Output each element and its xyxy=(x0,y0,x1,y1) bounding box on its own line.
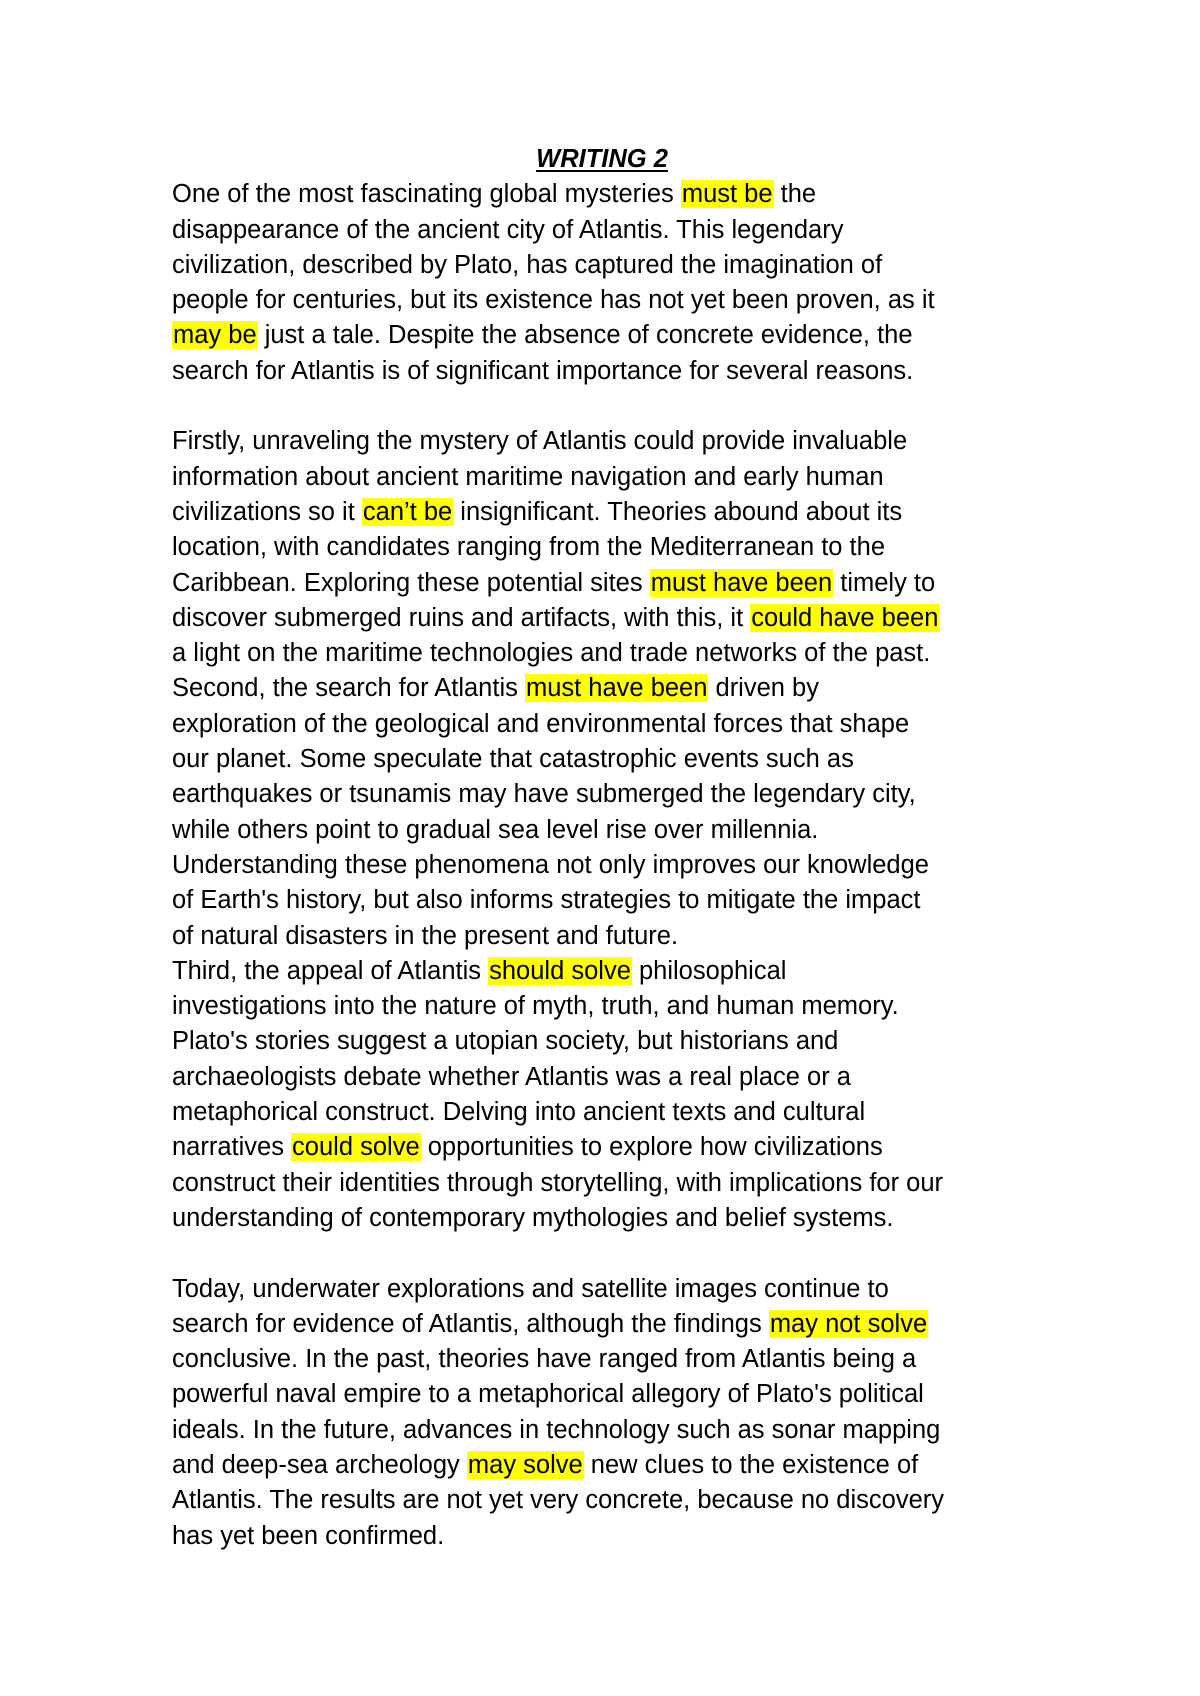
text-line xyxy=(172,495,1052,530)
text-segment: has yet been confirmed. xyxy=(172,1521,445,1550)
highlighted-phrase: can’t be xyxy=(362,497,453,526)
text-segment: discover submerged ruins and artifacts, with this, it xyxy=(172,603,751,632)
highlighted-phrase: should solve xyxy=(489,956,631,985)
text-segment: of Earth's history, but also informs strategies to mitigate the impact xyxy=(172,886,921,915)
text-segment: conclusive. In the past, theories have ranged from Atlantis being a xyxy=(172,1345,917,1374)
document-body xyxy=(172,177,1052,1554)
text-line xyxy=(172,213,1052,248)
text-line xyxy=(172,354,1052,389)
text-segment: Atlantis. The results are not yet very concrete, because no discovery xyxy=(172,1486,944,1515)
text-line xyxy=(172,1060,1052,1095)
text-line xyxy=(172,636,1052,671)
text-line xyxy=(172,707,1052,742)
text-segment: metaphorical construct. Delving into ancient texts and cultural xyxy=(172,1098,866,1127)
text-line xyxy=(172,883,1052,918)
text-line xyxy=(172,1448,1052,1483)
text-segment: new clues to the existence of xyxy=(583,1450,919,1479)
text-segment: search for evidence of Atlantis, although the findings xyxy=(172,1309,769,1338)
text-line xyxy=(172,989,1052,1024)
highlighted-phrase: may not solve xyxy=(769,1309,928,1338)
text-line xyxy=(172,777,1052,812)
text-line xyxy=(172,671,1052,706)
text-line xyxy=(172,813,1052,848)
text-segment: just a tale. Despite the absence of concrete evidence, the xyxy=(257,321,913,350)
highlighted-phrase: could solve xyxy=(292,1133,420,1162)
text-line xyxy=(172,283,1052,318)
text-segment: timely to xyxy=(833,568,936,597)
text-segment: Today, underwater explorations and satellite images continue to xyxy=(172,1274,889,1303)
text-segment: while others point to gradual sea level rise over millennia. xyxy=(172,815,819,844)
text-segment: philosophical xyxy=(631,956,787,985)
text-segment: exploration of the geological and environmental forces that shape xyxy=(172,709,910,738)
text-line xyxy=(172,848,1052,883)
document-title: WRITING 2 xyxy=(536,145,668,173)
text-segment: narratives xyxy=(172,1133,292,1162)
text-segment: archaeologists debate whether Atlantis was a real place or a xyxy=(172,1062,851,1091)
text-segment: civilization, described by Plato, has captured the imagination of xyxy=(172,250,883,279)
text-segment: information about ancient maritime navigation and early human xyxy=(172,462,884,491)
text-segment: Caribbean. Exploring these potential sites xyxy=(172,568,650,597)
text-line xyxy=(172,177,1052,212)
text-segment: our planet. Some speculate that catastrophic events such as xyxy=(172,745,854,774)
paragraph-gap xyxy=(172,1236,1052,1271)
paragraph xyxy=(172,424,1052,1236)
text-line xyxy=(172,1413,1052,1448)
text-line xyxy=(172,530,1052,565)
text-segment: Plato's stories suggest a utopian society, but historians and xyxy=(172,1027,839,1056)
text-line xyxy=(172,954,1052,989)
text-line xyxy=(172,1307,1052,1342)
text-segment: One of the most fascinating global mysteries xyxy=(172,180,681,209)
paragraph xyxy=(172,177,1052,389)
text-segment: of natural disasters in the present and future. xyxy=(172,921,679,950)
text-line xyxy=(172,1024,1052,1059)
text-line xyxy=(172,1095,1052,1130)
text-line xyxy=(172,1377,1052,1412)
document-page xyxy=(172,142,1052,1554)
text-line xyxy=(172,1201,1052,1236)
text-segment: understanding of contemporary mythologies and belief systems. xyxy=(172,1203,894,1232)
highlighted-phrase: must have been xyxy=(650,568,833,597)
text-segment: powerful naval empire to a metaphorical allegory of Plato's political xyxy=(172,1380,924,1409)
text-line xyxy=(172,248,1052,283)
text-line xyxy=(172,601,1052,636)
text-segment: location, with candidates ranging from the Mediterranean to the xyxy=(172,533,886,562)
text-segment: insignificant. Theories abound about its xyxy=(453,497,903,526)
highlighted-phrase: may solve xyxy=(467,1450,583,1479)
text-line xyxy=(172,1166,1052,1201)
text-line xyxy=(172,1272,1052,1307)
text-segment: people for centuries, but its existence has not yet been proven, as it xyxy=(172,286,935,315)
highlighted-phrase: could have been xyxy=(751,603,939,632)
highlighted-phrase: may be xyxy=(173,321,257,350)
text-segment: Firstly, unraveling the mystery of Atlantis could provide invaluable xyxy=(172,427,908,456)
text-segment: the xyxy=(773,180,817,209)
text-segment: opportunities to explore how civilizations xyxy=(420,1133,883,1162)
text-segment: and deep-sea archeology xyxy=(172,1450,467,1479)
text-line xyxy=(172,1130,1052,1165)
text-segment: Understanding these phenomena not only improves our knowledge xyxy=(172,850,929,879)
text-segment: disappearance of the ancient city of Atlantis. This legendary xyxy=(172,215,844,244)
highlighted-phrase: must be xyxy=(681,180,773,209)
text-segment: earthquakes or tsunamis may have submerged the legendary city, xyxy=(172,780,916,809)
text-segment: Second, the search for Atlantis xyxy=(172,674,525,703)
highlighted-phrase: must have been xyxy=(525,674,708,703)
text-line xyxy=(172,919,1052,954)
text-segment: ideals. In the future, advances in technology such as sonar mapping xyxy=(172,1415,941,1444)
text-line xyxy=(172,318,1052,353)
text-line xyxy=(172,566,1052,601)
text-line xyxy=(172,424,1052,459)
text-segment: investigations into the nature of myth, truth, and human memory. xyxy=(172,992,899,1021)
text-line xyxy=(172,1519,1052,1554)
text-segment: search for Atlantis is of significant importance for several reasons. xyxy=(172,356,914,385)
text-line xyxy=(172,1483,1052,1518)
text-line xyxy=(172,1342,1052,1377)
text-line xyxy=(172,460,1052,495)
paragraph xyxy=(172,1272,1052,1554)
text-segment: Third, the appeal of Atlantis xyxy=(172,956,489,985)
paragraph-gap xyxy=(172,389,1052,424)
text-segment: civilizations so it xyxy=(172,497,362,526)
text-segment: driven by xyxy=(708,674,819,703)
text-line xyxy=(172,742,1052,777)
text-segment: construct their identities through storytelling, with implications for our xyxy=(172,1168,944,1197)
text-segment: a light on the maritime technologies and trade networks of the past. xyxy=(172,639,931,668)
